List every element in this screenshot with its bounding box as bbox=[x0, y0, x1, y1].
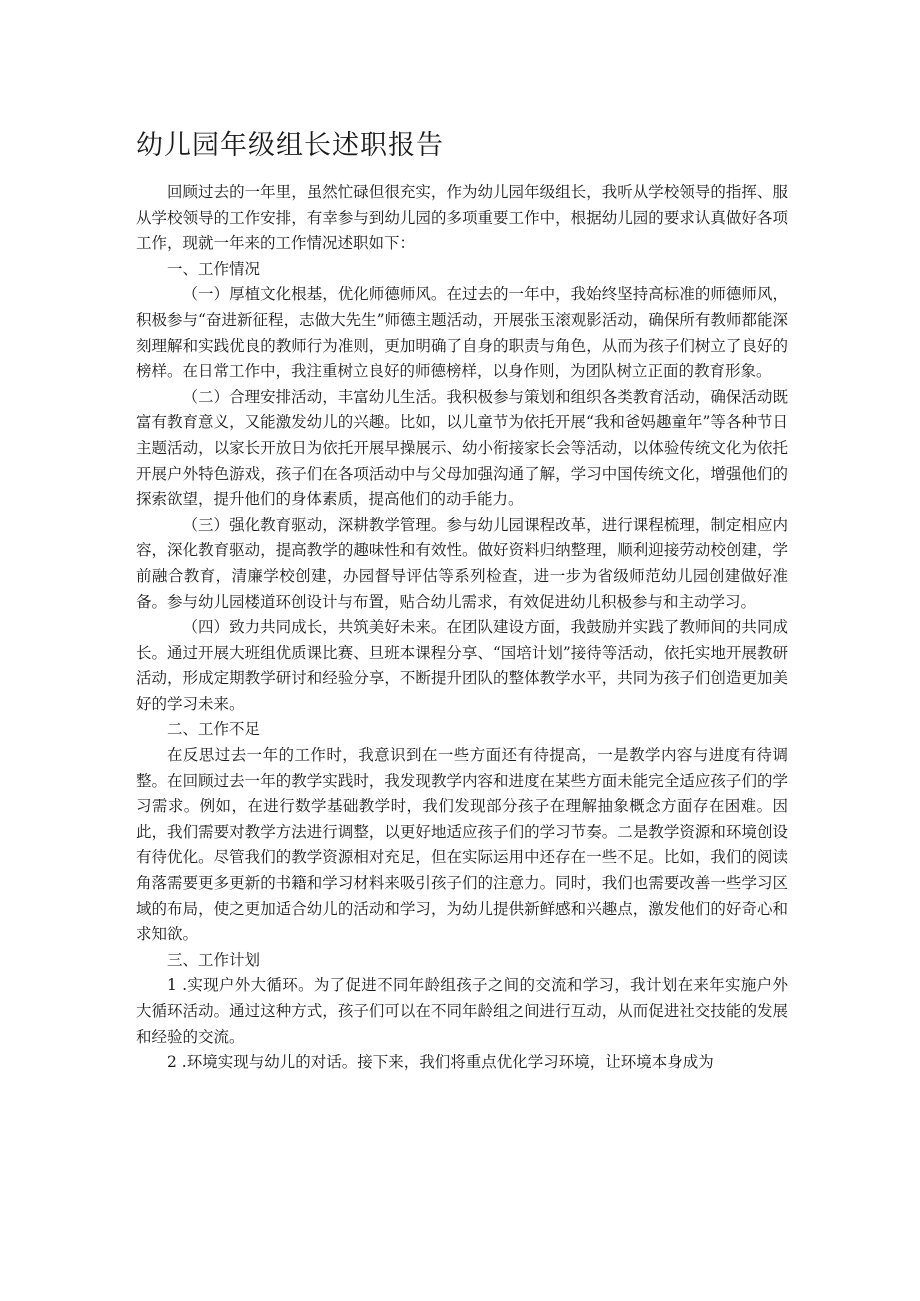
shortcomings-paragraph: 在反思过去一年的工作时，我意识到在一些方面还有待提高，一是教学内容与进度有待调整。在回顾过去一年的教学实践时，我发现教学内容和进度在某些方面未能完全适应孩子们的学习需求。例如，在进行数学基础教学时，我们发现部分孩子在理解抽象概念方面存在困难。因此，我们需要对教学方法进行调整，以更好地适应孩子们的学习节奏。二是教学资源和环境创设有待优化。尽管我们的教学资源相对充足，但在实际运用中还存在一些不足。比如，我们的阅读角落需要更多更新的书籍和学习材料来吸引孩子们的注意力。同时，我们也需要改善一些学习区域的布局，使之更加适合幼儿的活动和学习，为幼儿提供新鲜感和兴趣点，激发他们的好奇心和求知欲。 bbox=[136, 746, 788, 944]
document-body bbox=[136, 126, 788, 1076]
work-status-item-2: （二）合理安排活动，丰富幼儿生活。我积极参与策划和组织各类教育活动，确保活动既富有教育意义，又能激发幼儿的兴趣。比如，以儿童节为依托开展“我和爸妈趣童年”等各种节日主题活动，以家长开放日为依托开展早操展示、幼小衔接家长会等活动，以体验传统文化为依托开展户外特色游戏，孩子们在各项活动中与父母加强沟通了解，学习中国传统文化，增强他们的探索欲望，提升他们的身体素质，提高他们的动手能力。 bbox=[136, 387, 788, 509]
document-title: 幼儿园年级组长述职报告 bbox=[136, 130, 444, 161]
intro-paragraph: 回顾过去的一年里，虽然忙碌但很充实，作为幼儿园年级组长，我听从学校领导的指挥、服从学校领导的工作安排，有幸参与到幼儿园的多项重要工作中，根据幼儿园的要求认真做好各项工作，现就一年来的工作情况述职如下： bbox=[136, 183, 788, 253]
work-status-item-3: （三）强化教育驱动，深耕教学管理。参与幼儿园课程改革，进行课程梳理，制定相应内容，深化教育驱动，提高教学的趣味性和有效性。做好资料归纳整理，顺利迎接劳动校创建，学前融合教育，清廉学校创建，办园督导评估等系列检查，进一步为省级师范幼儿园创建做好准备。参与幼儿园楼道环创设计与布置，贴合幼儿需求，有效促进幼儿积极参与和主动学习。 bbox=[136, 515, 788, 611]
work-plan-item-2: 2 .环境实现与幼儿的对话。接下来，我们将重点优化学习环境，让环境本身成为 bbox=[167, 1053, 714, 1072]
section-heading-shortcomings: 二、工作不足 bbox=[167, 720, 261, 739]
work-status-item-1: （一）厚植文化根基，优化师德师风。在过去的一年中，我始终坚持高标准的师德师风，积极参与“奋进新征程，志做大先生”师德主题活动，开展张玉滚观影活动，确保所有教师都能深刻理解和实践优良的教师行为准则，更加明确了自身的职责与角色，从而为孩子们树立了良好的榜样。在日常工作中，我注重树立良好的师德榜样，以身作则，为团队树立正面的教育形象。 bbox=[136, 285, 788, 381]
work-status-item-4: （四）致力共同成长，共筑美好未来。在团队建设方面，我鼓励并实践了教师间的共同成长。通过开展大班组优质课比赛、旦班本课程分享、“国培计划”接待等活动，依托实地开展教研活动，形成定期教学研讨和经验分享，不断提升团队的整体教学水平，共同为孩子们创造更加美好的学习未来。 bbox=[136, 618, 788, 713]
section-heading-work-status: 一、工作情况 bbox=[167, 259, 261, 278]
work-plan-item-1: 1 .实现户外大循环。为了促进不同年龄组孩子之间的交流和学习，我计划在来年实施户外大循环活动。通过这种方式，孩子们可以在不同年龄组之间进行互动，从而促进社交技能的发展和经验的交流。 bbox=[136, 976, 788, 1046]
section-heading-work-plan: 三、工作计划 bbox=[167, 950, 261, 969]
